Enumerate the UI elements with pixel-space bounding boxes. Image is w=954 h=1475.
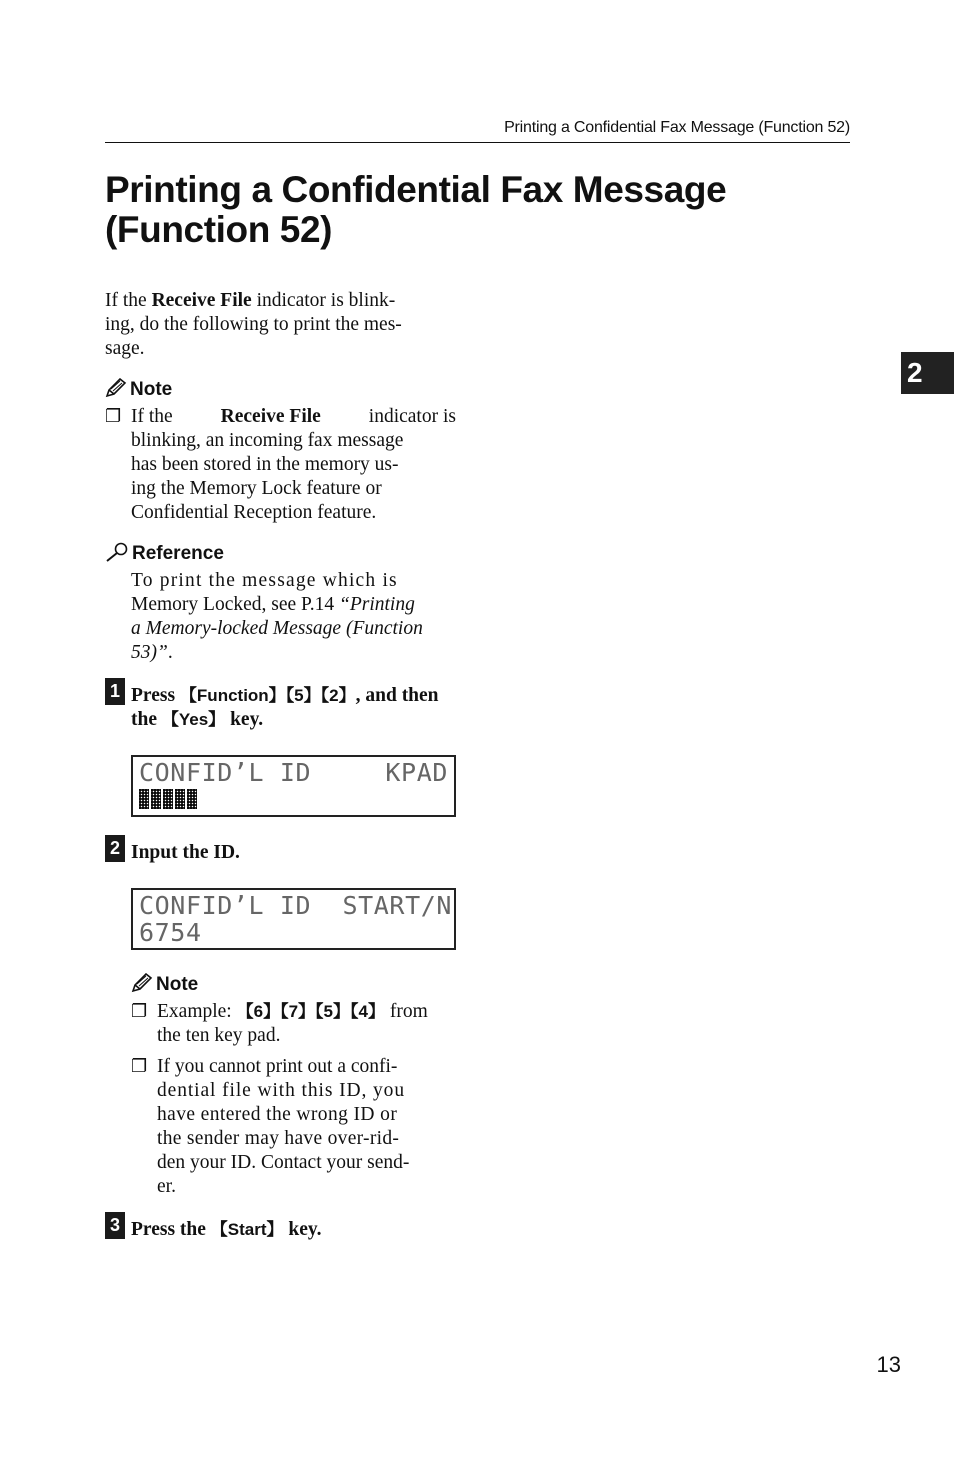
step-text: , and then: [355, 685, 439, 706]
step-2-instruction: Input the ID.: [131, 842, 240, 863]
running-header: Printing a Confidential Fax Message (Function 52): [504, 119, 850, 136]
page-title-line2: (Function 52): [105, 209, 333, 250]
magnifier-icon: [105, 542, 129, 562]
checkbox-bullet-icon: ❐: [131, 1056, 148, 1076]
step-3-badge: 3: [105, 1212, 125, 1239]
key-6: 【6】: [236, 1002, 281, 1021]
step-text: key.: [283, 1219, 322, 1240]
lcd-line-1: CONFID’L ID START/N: [139, 891, 453, 920]
reference-line: .: [167, 642, 173, 663]
note-text: the ten key pad.: [157, 1025, 281, 1046]
note-text: If you cannot print out a confi-: [157, 1056, 398, 1077]
reference-link-text: “Printing: [338, 594, 415, 615]
key-4: 【4】: [350, 1002, 385, 1021]
lcd-line-1: CONFID’L ID: [139, 758, 312, 787]
chapter-tab: 2: [901, 352, 954, 394]
key-5: 【5】: [315, 1002, 351, 1021]
page-title-line1: Printing a Confidential Fax Message: [105, 169, 727, 210]
pencil-icon: [105, 378, 127, 398]
lcd-line-2: 6754: [139, 918, 202, 947]
note-text: blinking, an incoming fax message: [131, 430, 404, 451]
note-text: has been stored in the memory us-: [131, 454, 399, 475]
note-text: the sender may have over-rid-: [157, 1128, 400, 1149]
note-heading: [105, 378, 172, 402]
note-item: [157, 1055, 456, 1199]
checkbox-bullet-icon: ❐: [131, 1001, 148, 1021]
key-2: 【2】: [320, 686, 356, 705]
receive-file-label: Receive File: [220, 406, 321, 427]
pencil-icon: [131, 973, 153, 993]
step-text: key.: [225, 709, 264, 730]
step-text: the: [131, 709, 162, 730]
note-text: indicator is: [368, 406, 456, 427]
note-text: er.: [157, 1176, 176, 1197]
step-2-badge: 2: [105, 835, 125, 862]
page-title: [105, 170, 865, 250]
yes-key: 【Yes】: [161, 710, 226, 729]
header-rule: [105, 142, 850, 143]
key-7: 【7】: [280, 1002, 316, 1021]
reference-link-text: a Memory-locked Message (Function: [131, 618, 423, 639]
lcd-block: [151, 789, 161, 809]
lcd-display-1: [131, 755, 456, 817]
intro-text: sage.: [105, 338, 145, 359]
step-text: Press: [131, 685, 180, 706]
lcd-block: [175, 789, 185, 809]
intro-paragraph: [105, 289, 456, 361]
note-text: den your ID. Contact your send-: [157, 1152, 410, 1173]
note-item: [131, 405, 456, 525]
note-text: Example:: [157, 1001, 237, 1022]
note-text: If the: [131, 406, 173, 427]
reference-heading-text: Reference: [132, 543, 224, 564]
step-1-badge: 1: [105, 678, 125, 705]
reference-line: Memory Locked, see P.14: [131, 594, 339, 615]
key-5: 【5】: [285, 686, 321, 705]
note-text: dential file with this ID, you: [157, 1080, 405, 1101]
page-number: 13: [876, 1352, 901, 1377]
intro-text: If the: [105, 290, 152, 311]
start-key: 【Start】: [210, 1220, 284, 1239]
lcd-input-blocks: [139, 789, 197, 809]
reference-link-text: 53)”: [131, 642, 168, 663]
checkbox-bullet-icon: ❐: [105, 406, 122, 426]
note-item: [157, 1000, 456, 1048]
reference-heading: [105, 542, 224, 566]
function-key: 【Function】: [179, 686, 286, 705]
note-heading: [131, 973, 198, 997]
step-text: Press the: [131, 1219, 211, 1240]
note-text: have entered the wrong ID or: [157, 1104, 398, 1125]
note-text: ing the Memory Lock feature or: [131, 478, 382, 499]
intro-text: indicator is blink-: [251, 290, 396, 311]
note-heading-text: Note: [130, 379, 173, 400]
lcd-mode-indicator: KPAD: [385, 758, 448, 787]
step-1-instruction: [131, 684, 461, 732]
lcd-block: [163, 789, 173, 809]
reference-text: [131, 569, 456, 665]
lcd-block: [139, 789, 149, 809]
lcd-block: [187, 789, 197, 809]
step-3-instruction: [131, 1218, 321, 1242]
lcd-display-2: [131, 888, 456, 950]
receive-file-label: Receive File: [151, 290, 252, 311]
note-heading-text: Note: [156, 974, 199, 995]
intro-text: ing, do the following to print the mes-: [105, 314, 402, 335]
note-text: from: [384, 1001, 428, 1022]
reference-line: To print the message which is: [131, 570, 398, 591]
note-text: Confidential Reception feature.: [131, 502, 377, 523]
